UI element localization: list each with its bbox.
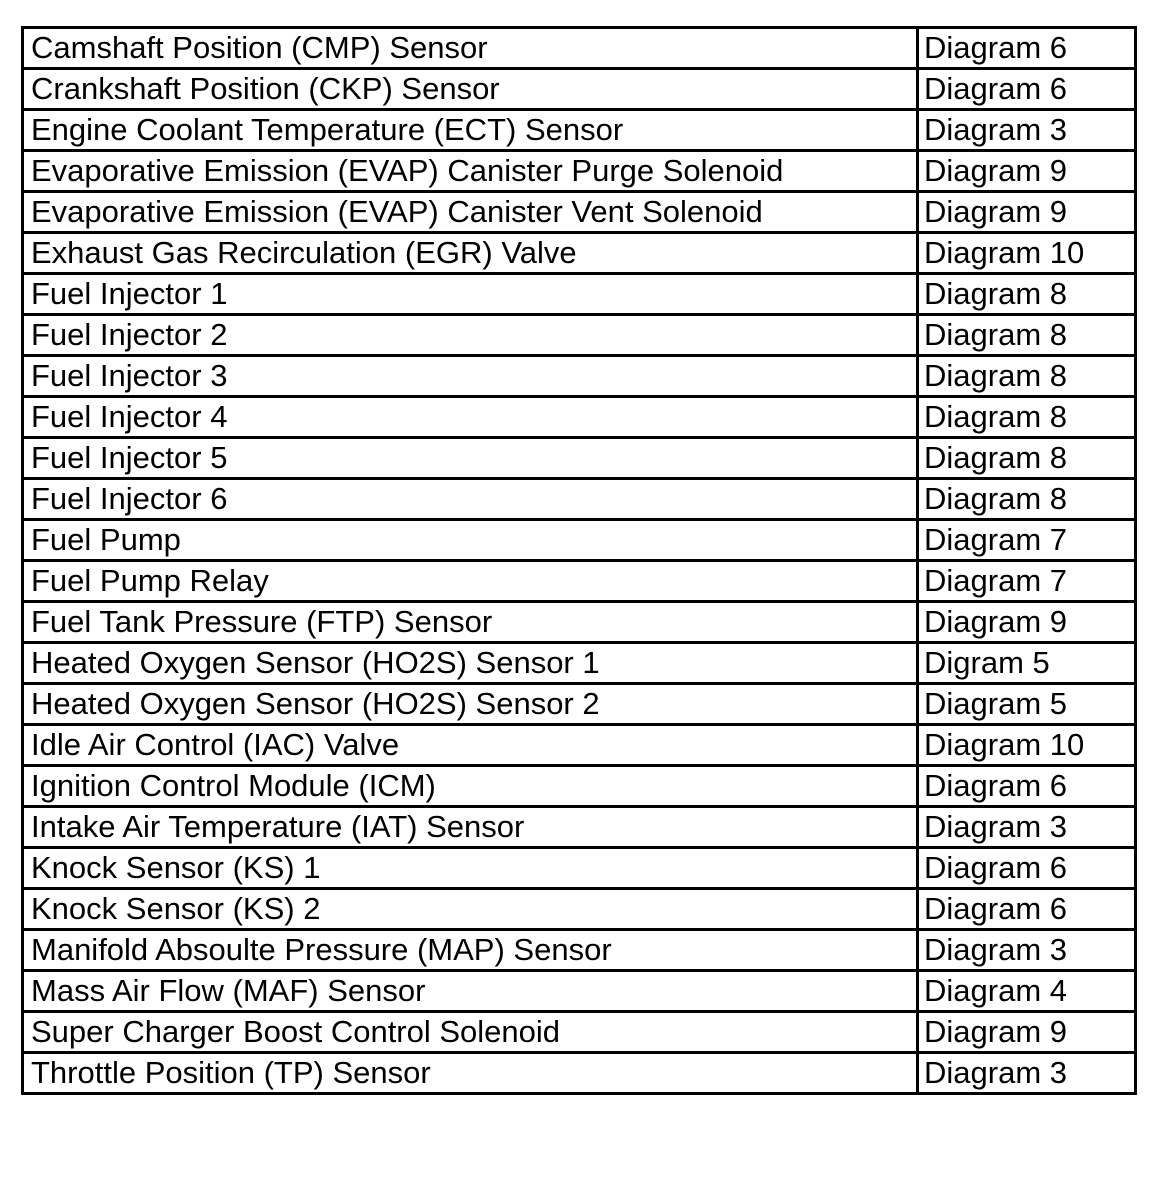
component-cell: Knock Sensor (KS) 1 bbox=[23, 848, 918, 889]
component-cell: Fuel Injector 4 bbox=[23, 397, 918, 438]
component-cell: Heated Oxygen Sensor (HO2S) Sensor 2 bbox=[23, 684, 918, 725]
diagram-cell: Diagram 7 bbox=[918, 561, 1136, 602]
table-row bbox=[23, 192, 1136, 233]
diagram-cell: Diagram 3 bbox=[918, 110, 1136, 151]
diagram-cell: Diagram 9 bbox=[918, 602, 1136, 643]
table-row bbox=[23, 438, 1136, 479]
component-cell: Fuel Injector 1 bbox=[23, 274, 918, 315]
table-row bbox=[23, 1053, 1136, 1094]
component-diagram-table bbox=[21, 26, 1137, 1095]
component-cell: Mass Air Flow (MAF) Sensor bbox=[23, 971, 918, 1012]
diagram-cell: Diagram 5 bbox=[918, 684, 1136, 725]
component-cell: Fuel Injector 2 bbox=[23, 315, 918, 356]
component-cell: Fuel Injector 3 bbox=[23, 356, 918, 397]
component-cell: Camshaft Position (CMP) Sensor bbox=[23, 28, 918, 69]
component-cell: Fuel Pump bbox=[23, 520, 918, 561]
component-cell: Throttle Position (TP) Sensor bbox=[23, 1053, 918, 1094]
diagram-cell: Diagram 8 bbox=[918, 397, 1136, 438]
diagram-cell: Diagram 3 bbox=[918, 930, 1136, 971]
table-row bbox=[23, 561, 1136, 602]
component-cell: Knock Sensor (KS) 2 bbox=[23, 889, 918, 930]
table-row bbox=[23, 28, 1136, 69]
component-cell: Manifold Absoulte Pressure (MAP) Sensor bbox=[23, 930, 918, 971]
component-cell: Evaporative Emission (EVAP) Canister Purge Solenoid bbox=[23, 151, 918, 192]
component-cell: Ignition Control Module (ICM) bbox=[23, 766, 918, 807]
table-row bbox=[23, 1012, 1136, 1053]
table-row bbox=[23, 356, 1136, 397]
table-row bbox=[23, 151, 1136, 192]
table-row bbox=[23, 848, 1136, 889]
table-row bbox=[23, 315, 1136, 356]
diagram-cell: Diagram 9 bbox=[918, 192, 1136, 233]
diagram-cell: Diagram 3 bbox=[918, 1053, 1136, 1094]
table-row bbox=[23, 233, 1136, 274]
table-row bbox=[23, 807, 1136, 848]
component-cell: Intake Air Temperature (IAT) Sensor bbox=[23, 807, 918, 848]
diagram-cell: Diagram 10 bbox=[918, 725, 1136, 766]
component-cell: Exhaust Gas Recirculation (EGR) Valve bbox=[23, 233, 918, 274]
table-row bbox=[23, 274, 1136, 315]
component-cell: Fuel Pump Relay bbox=[23, 561, 918, 602]
diagram-cell: Diagram 6 bbox=[918, 889, 1136, 930]
component-cell: Fuel Injector 5 bbox=[23, 438, 918, 479]
table-row bbox=[23, 684, 1136, 725]
diagram-cell: Diagram 9 bbox=[918, 1012, 1136, 1053]
table-row bbox=[23, 397, 1136, 438]
table-row bbox=[23, 766, 1136, 807]
table-row bbox=[23, 930, 1136, 971]
table-row bbox=[23, 643, 1136, 684]
diagram-cell: Diagram 10 bbox=[918, 233, 1136, 274]
diagram-cell: Diagram 8 bbox=[918, 479, 1136, 520]
diagram-cell: Diagram 6 bbox=[918, 28, 1136, 69]
diagram-cell: Diagram 7 bbox=[918, 520, 1136, 561]
table-body bbox=[23, 28, 1136, 1094]
diagram-cell: Diagram 6 bbox=[918, 766, 1136, 807]
component-cell: Heated Oxygen Sensor (HO2S) Sensor 1 bbox=[23, 643, 918, 684]
table-row bbox=[23, 602, 1136, 643]
diagram-cell: Diagram 8 bbox=[918, 315, 1136, 356]
table-row bbox=[23, 520, 1136, 561]
diagram-cell: Digram 5 bbox=[918, 643, 1136, 684]
table-row bbox=[23, 110, 1136, 151]
table-row bbox=[23, 479, 1136, 520]
diagram-cell: Diagram 6 bbox=[918, 69, 1136, 110]
component-cell: Evaporative Emission (EVAP) Canister Vent Solenoid bbox=[23, 192, 918, 233]
diagram-cell: Diagram 6 bbox=[918, 848, 1136, 889]
component-cell: Engine Coolant Temperature (ECT) Sensor bbox=[23, 110, 918, 151]
table-row bbox=[23, 725, 1136, 766]
table-row bbox=[23, 69, 1136, 110]
component-cell: Idle Air Control (IAC) Valve bbox=[23, 725, 918, 766]
diagram-cell: Diagram 8 bbox=[918, 438, 1136, 479]
component-cell: Crankshaft Position (CKP) Sensor bbox=[23, 69, 918, 110]
diagram-cell: Diagram 9 bbox=[918, 151, 1136, 192]
diagram-cell: Diagram 4 bbox=[918, 971, 1136, 1012]
table-row bbox=[23, 971, 1136, 1012]
diagram-cell: Diagram 8 bbox=[918, 274, 1136, 315]
diagram-cell: Diagram 3 bbox=[918, 807, 1136, 848]
component-cell: Fuel Tank Pressure (FTP) Sensor bbox=[23, 602, 918, 643]
component-cell: Super Charger Boost Control Solenoid bbox=[23, 1012, 918, 1053]
table-row bbox=[23, 889, 1136, 930]
component-cell: Fuel Injector 6 bbox=[23, 479, 918, 520]
diagram-cell: Diagram 8 bbox=[918, 356, 1136, 397]
